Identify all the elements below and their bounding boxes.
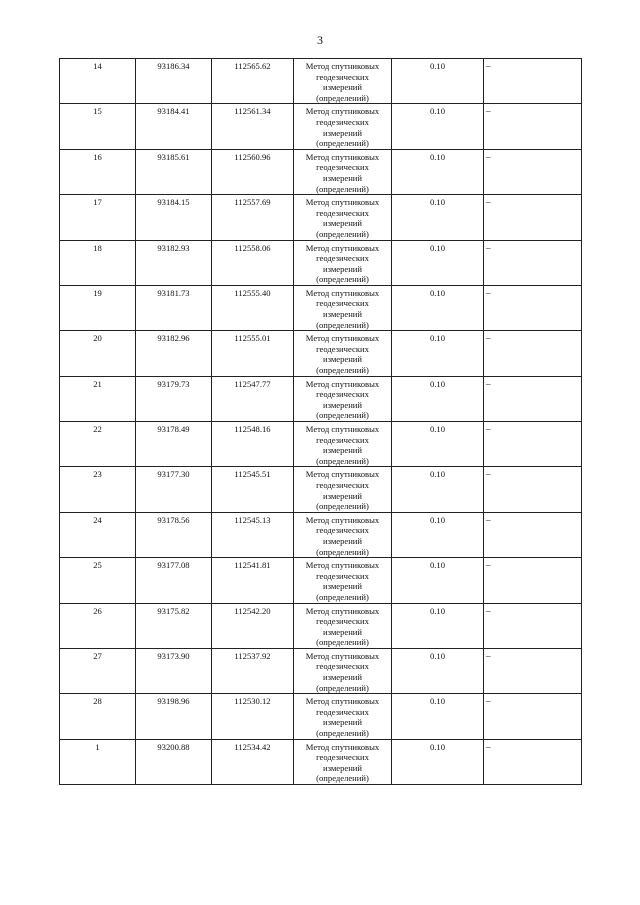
coordinates-table-body: [60, 59, 582, 785]
table-row: [60, 422, 582, 467]
accuracy-cell: 0.10: [392, 422, 484, 467]
accuracy-cell: 0.10: [392, 331, 484, 376]
accuracy-cell: 0.10: [392, 240, 484, 285]
point-number-cell: 23: [60, 467, 136, 512]
point-number-cell: 20: [60, 331, 136, 376]
x-coordinate-cell: 93173.90: [136, 648, 212, 693]
accuracy-cell: 0.10: [392, 467, 484, 512]
description-cell: –: [484, 648, 582, 693]
y-coordinate-cell: 112558.06: [212, 240, 294, 285]
y-coordinate-cell: 112541.81: [212, 558, 294, 603]
method-cell: Метод спутниковых геодезических измерений (определений): [294, 467, 392, 512]
method-cell: Метод спутниковых геодезических измерений (определений): [294, 331, 392, 376]
x-coordinate-cell: 93198.96: [136, 694, 212, 739]
accuracy-cell: 0.10: [392, 285, 484, 330]
accuracy-cell: 0.10: [392, 694, 484, 739]
accuracy-cell: 0.10: [392, 195, 484, 240]
description-cell: –: [484, 467, 582, 512]
y-coordinate-cell: 112548.16: [212, 422, 294, 467]
y-coordinate-cell: 112542.20: [212, 603, 294, 648]
table-row: [60, 331, 582, 376]
x-coordinate-cell: 93184.41: [136, 104, 212, 149]
x-coordinate-cell: 93178.56: [136, 512, 212, 557]
point-number-cell: 24: [60, 512, 136, 557]
method-cell: Метод спутниковых геодезических измерений (определений): [294, 558, 392, 603]
method-cell: Метод спутниковых геодезических измерений (определений): [294, 195, 392, 240]
table-row: [60, 59, 582, 104]
method-cell: Метод спутниковых геодезических измерений (определений): [294, 648, 392, 693]
y-coordinate-cell: 112534.42: [212, 739, 294, 784]
point-number-cell: 26: [60, 603, 136, 648]
table-row: [60, 467, 582, 512]
description-cell: –: [484, 331, 582, 376]
page-number: 3: [317, 33, 323, 47]
method-cell: Метод спутниковых геодезических измерений (определений): [294, 603, 392, 648]
description-cell: –: [484, 376, 582, 421]
x-coordinate-cell: 93177.30: [136, 467, 212, 512]
point-number-cell: 21: [60, 376, 136, 421]
point-number-cell: 17: [60, 195, 136, 240]
table-row: [60, 603, 582, 648]
x-coordinate-cell: 93185.61: [136, 149, 212, 194]
description-cell: –: [484, 422, 582, 467]
method-cell: Метод спутниковых геодезических измерений (определений): [294, 149, 392, 194]
point-number-cell: 19: [60, 285, 136, 330]
x-coordinate-cell: 93175.82: [136, 603, 212, 648]
y-coordinate-cell: 112560.96: [212, 149, 294, 194]
accuracy-cell: 0.10: [392, 104, 484, 149]
description-cell: –: [484, 512, 582, 557]
table-row: [60, 512, 582, 557]
description-cell: –: [484, 240, 582, 285]
method-cell: Метод спутниковых геодезических измерений (определений): [294, 59, 392, 104]
y-coordinate-cell: 112555.40: [212, 285, 294, 330]
method-cell: Метод спутниковых геодезических измерений (определений): [294, 104, 392, 149]
method-cell: Метод спутниковых геодезических измерений (определений): [294, 739, 392, 784]
x-coordinate-cell: 93179.73: [136, 376, 212, 421]
table-row: [60, 376, 582, 421]
y-coordinate-cell: 112545.13: [212, 512, 294, 557]
table-row: [60, 648, 582, 693]
table-row: [60, 285, 582, 330]
x-coordinate-cell: 93182.96: [136, 331, 212, 376]
x-coordinate-cell: 93186.34: [136, 59, 212, 104]
y-coordinate-cell: 112547.77: [212, 376, 294, 421]
table-row: [60, 195, 582, 240]
accuracy-cell: 0.10: [392, 603, 484, 648]
accuracy-cell: 0.10: [392, 149, 484, 194]
x-coordinate-cell: 93177.08: [136, 558, 212, 603]
point-number-cell: 25: [60, 558, 136, 603]
description-cell: –: [484, 285, 582, 330]
method-cell: Метод спутниковых геодезических измерений (определений): [294, 376, 392, 421]
accuracy-cell: 0.10: [392, 739, 484, 784]
method-cell: Метод спутниковых геодезических измерений (определений): [294, 512, 392, 557]
x-coordinate-cell: 93182.93: [136, 240, 212, 285]
method-cell: Метод спутниковых геодезических измерений (определений): [294, 240, 392, 285]
point-number-cell: 14: [60, 59, 136, 104]
method-cell: Метод спутниковых геодезических измерений (определений): [294, 285, 392, 330]
table-row: [60, 694, 582, 739]
point-number-cell: 1: [60, 739, 136, 784]
description-cell: –: [484, 739, 582, 784]
description-cell: –: [484, 104, 582, 149]
x-coordinate-cell: 93200.88: [136, 739, 212, 784]
coordinates-table: [59, 58, 582, 785]
method-cell: Метод спутниковых геодезических измерений (определений): [294, 694, 392, 739]
description-cell: –: [484, 603, 582, 648]
table-row: [60, 558, 582, 603]
accuracy-cell: 0.10: [392, 59, 484, 104]
accuracy-cell: 0.10: [392, 558, 484, 603]
y-coordinate-cell: 112561.34: [212, 104, 294, 149]
description-cell: –: [484, 149, 582, 194]
description-cell: –: [484, 59, 582, 104]
x-coordinate-cell: 93184.15: [136, 195, 212, 240]
accuracy-cell: 0.10: [392, 376, 484, 421]
point-number-cell: 18: [60, 240, 136, 285]
description-cell: –: [484, 558, 582, 603]
accuracy-cell: 0.10: [392, 512, 484, 557]
table-row: [60, 149, 582, 194]
table-row: [60, 104, 582, 149]
y-coordinate-cell: 112545.51: [212, 467, 294, 512]
y-coordinate-cell: 112557.69: [212, 195, 294, 240]
method-cell: Метод спутниковых геодезических измерений (определений): [294, 422, 392, 467]
point-number-cell: 16: [60, 149, 136, 194]
x-coordinate-cell: 93181.73: [136, 285, 212, 330]
accuracy-cell: 0.10: [392, 648, 484, 693]
y-coordinate-cell: 112565.62: [212, 59, 294, 104]
table-row: [60, 240, 582, 285]
description-cell: –: [484, 694, 582, 739]
table-row: [60, 739, 582, 784]
point-number-cell: 27: [60, 648, 136, 693]
point-number-cell: 22: [60, 422, 136, 467]
x-coordinate-cell: 93178.49: [136, 422, 212, 467]
y-coordinate-cell: 112537.92: [212, 648, 294, 693]
y-coordinate-cell: 112530.12: [212, 694, 294, 739]
y-coordinate-cell: 112555.01: [212, 331, 294, 376]
point-number-cell: 28: [60, 694, 136, 739]
description-cell: –: [484, 195, 582, 240]
point-number-cell: 15: [60, 104, 136, 149]
